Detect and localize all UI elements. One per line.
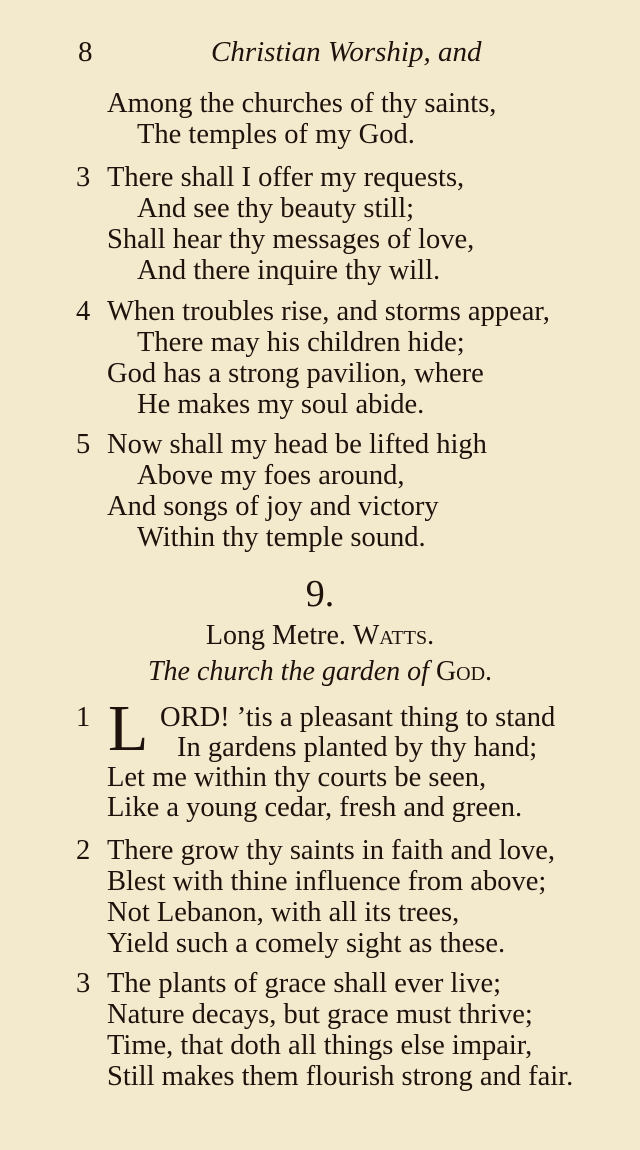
verse-line: Blest with thine influence from above; — [107, 866, 547, 897]
verse-line: Like a young cedar, fresh and green. — [107, 792, 523, 823]
verse-line: Yield such a comely sight as these. — [107, 928, 506, 959]
page-header — [0, 36, 640, 76]
page-number: 8 — [78, 36, 93, 68]
verse-line: Let me within thy courts be seen, — [107, 762, 487, 793]
drop-cap: L — [108, 692, 149, 765]
verse-line: And see thy beauty still; — [137, 193, 415, 224]
verse-line: ORD! ’tis a pleasant thing to stand — [160, 702, 556, 733]
hymn-meter-line — [0, 620, 640, 652]
stanza-number: 3 — [76, 968, 91, 999]
verse-line: Among the churches of thy saints, — [107, 88, 497, 119]
stanza-number: 3 — [76, 162, 91, 193]
verse-line: And songs of joy and victory — [107, 491, 439, 522]
stanza-number: 4 — [76, 296, 91, 327]
verse-line: He makes my soul abide. — [137, 389, 425, 420]
verse-line: Still makes them flourish strong and fair. — [107, 1061, 574, 1092]
meter: Long Metre. — [205, 620, 346, 651]
hymn-number: 9. — [305, 573, 335, 615]
verse-line: And there inquire thy will. — [137, 255, 441, 286]
verse-line: Not Lebanon, with all its trees, — [107, 897, 460, 928]
verse-line: God has a strong pavilion, where — [107, 358, 484, 389]
hymn-title-god: God. — [435, 656, 493, 687]
verse-line: When troubles rise, and storms appear, — [107, 296, 550, 327]
stanza-number: 2 — [76, 835, 91, 866]
verse-line: In gardens planted by thy hand; — [177, 732, 538, 763]
verse-line: Time, that doth all things else impair, — [107, 1030, 533, 1061]
stanza-number: 1 — [76, 702, 91, 733]
verse-line: The temples of my God. — [137, 119, 415, 150]
verse-line: The plants of grace shall ever live; — [107, 968, 502, 999]
running-title: Christian Worship, and — [211, 36, 482, 68]
verse-line: Now shall my head be lifted high — [107, 429, 487, 460]
verse-line: Within thy temple sound. — [137, 522, 426, 553]
stanza-number: 5 — [76, 429, 91, 460]
verse-line: Nature decays, but grace must thrive; — [107, 999, 533, 1030]
verse-line: There may his children hide; — [137, 327, 465, 358]
hymn-title — [0, 656, 640, 688]
author: Watts. — [352, 620, 435, 651]
verse-line: There grow thy saints in faith and love, — [107, 835, 555, 866]
verse-line: There shall I offer my requests, — [107, 162, 465, 193]
hymn-title-text: The church the garden of — [147, 656, 429, 687]
verse-line: Shall hear thy messages of love, — [107, 224, 475, 255]
verse-line: Above my foes around, — [137, 460, 405, 491]
